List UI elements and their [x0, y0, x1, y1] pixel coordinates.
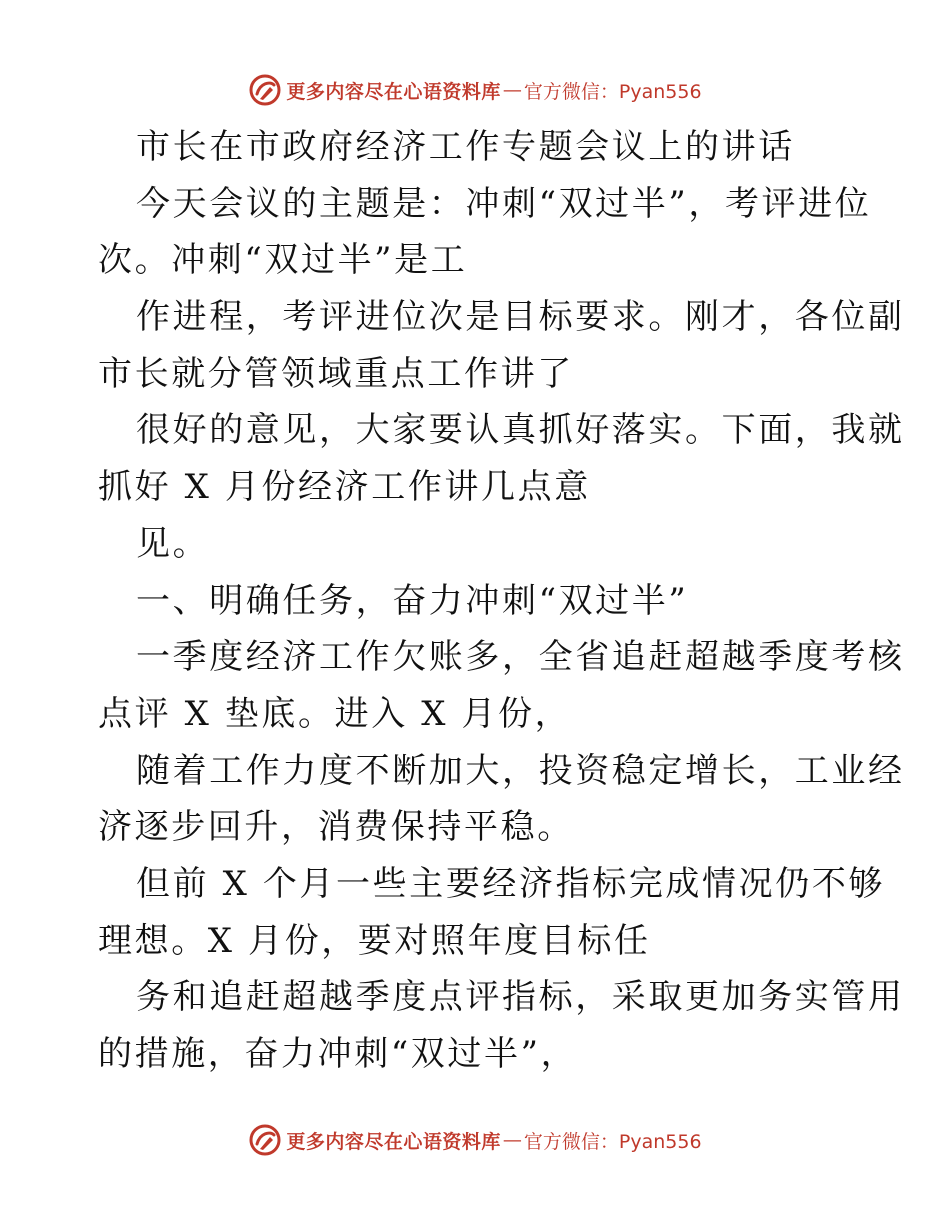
- banner-separator: —: [502, 79, 522, 101]
- red-swirl-logo-icon: [248, 73, 282, 107]
- doc-line: 抓好 X 月份经济工作讲几点意: [98, 467, 591, 508]
- doc-line: 务和追赶超越季度点评指标，采取更加务实管用: [136, 977, 905, 1018]
- doc-title: 市长在市政府经济工作专题会议上的讲话: [136, 127, 795, 167]
- banner-separator: —: [502, 1129, 522, 1151]
- doc-line: 市长就分管领域重点工作讲了: [98, 353, 574, 394]
- doc-line: 次。冲刺“双过半”是工: [98, 240, 468, 281]
- banner-slogan: 更多内容尽在心语资料库: [286, 80, 501, 103]
- doc-line: 点评 X 垫底。进入 X 月份，: [98, 693, 572, 734]
- section-heading: 一、明确任务，奋力冲刺“双过半”: [136, 580, 689, 621]
- doc-line: 济逐步回升，消费保持平稳。: [98, 807, 574, 848]
- doc-line: 很好的意见，大家要认真抓好落实。下面，我就: [136, 410, 905, 451]
- footer-banner: [0, 1118, 950, 1162]
- document-body: [98, 119, 905, 1083]
- red-swirl-logo-icon: [248, 1123, 282, 1157]
- doc-line: 今天会议的主题是：冲刺“双过半”，考评进位: [136, 183, 872, 224]
- doc-line: 一季度经济工作欠账多，全省追赶超越季度考核: [136, 637, 905, 678]
- banner-slogan: 更多内容尽在心语资料库: [286, 1130, 501, 1153]
- doc-line: 见。: [136, 523, 210, 564]
- doc-line: 但前 X 个月一些主要经济指标完成情况仍不够: [136, 863, 886, 904]
- banner-wechat: 官方微信：Pyan556: [523, 1130, 702, 1153]
- banner-wechat: 官方微信：Pyan556: [523, 80, 702, 103]
- doc-line: 作进程，考评进位次是目标要求。刚才，各位副: [136, 297, 905, 338]
- doc-line: 理想。X 月份，要对照年度目标任: [98, 920, 651, 961]
- header-banner: [0, 68, 950, 112]
- doc-line: 随着工作力度不断加大，投资稳定增长，工业经: [136, 750, 905, 791]
- doc-line: 的措施，奋力冲刺“双过半”，: [98, 1034, 578, 1074]
